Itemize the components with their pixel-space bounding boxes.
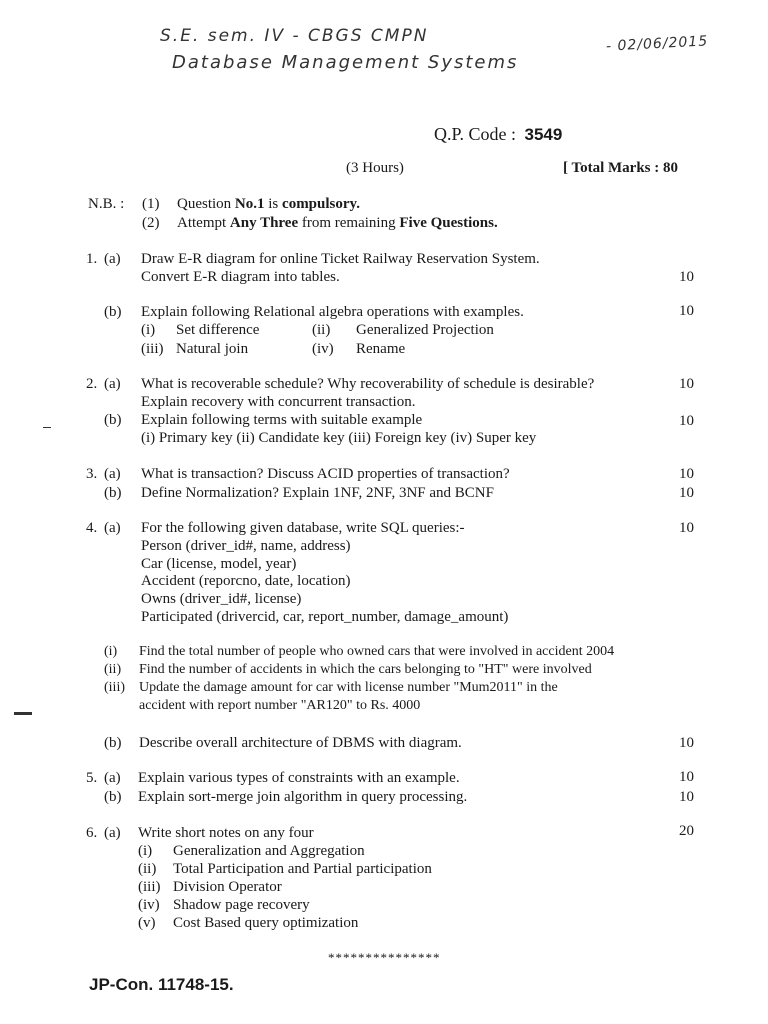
- question-text: For the following given database, write SQL queries:-: [141, 520, 465, 536]
- marks: 10: [679, 735, 694, 751]
- note-num: (i): [138, 843, 153, 859]
- sub-item-num: (iii): [141, 341, 164, 357]
- footer-code: JP-Con. 11748-15.: [89, 975, 234, 994]
- marks: 10: [679, 413, 694, 429]
- question-text: What is recoverable schedule? Why recoverability of schedule is desirable?: [141, 376, 595, 392]
- part-label: (a): [104, 825, 121, 841]
- sub-item-num: (ii): [312, 322, 331, 338]
- qp-code-value: 3549: [524, 125, 563, 144]
- nb-bold-text: compulsory.: [282, 196, 360, 212]
- marks: 10: [679, 303, 694, 319]
- marks: 10: [679, 769, 694, 785]
- question-text: Explain following terms with suitable example: [141, 412, 423, 428]
- exam-duration: (3 Hours): [346, 160, 404, 176]
- sub-item-text: Rename: [356, 341, 406, 357]
- sub-item-text: Natural join: [176, 341, 249, 357]
- nb-text: is: [264, 196, 283, 212]
- nb-item-num: (2): [142, 215, 160, 231]
- end-of-paper-stars: ***************: [328, 950, 441, 965]
- part-label: (a): [104, 376, 121, 392]
- question-text: Explain various types of constraints with an example.: [138, 770, 460, 786]
- note-text: Shadow page recovery: [173, 897, 310, 913]
- question-number: 2.: [86, 376, 98, 392]
- nb-bold-text: No.1: [234, 196, 265, 212]
- part-label: (b): [104, 485, 122, 501]
- marks: 10: [679, 376, 694, 392]
- question-text: Explain recovery with concurrent transaction.: [141, 394, 416, 410]
- note-num: (v): [138, 915, 156, 931]
- part-label: (a): [104, 520, 121, 536]
- query-text: accident with report number "AR120" to Rs. 4000: [139, 698, 421, 713]
- sub-item-text: Generalized Projection: [356, 322, 494, 338]
- part-label: (a): [104, 466, 121, 482]
- question-number: 6.: [86, 825, 98, 841]
- question-text: Write short notes on any four: [138, 825, 314, 841]
- question-number: 5.: [86, 770, 98, 786]
- schema-line: Person (driver_id#, name, address): [141, 538, 351, 554]
- nb-instruction-1: [177, 196, 360, 213]
- marks: 10: [679, 520, 694, 536]
- note-text: Total Participation and Partial participation: [173, 861, 432, 877]
- question-number: 1.: [86, 251, 98, 267]
- nb-instruction-2: [177, 215, 498, 232]
- question-text: Explain sort-merge join algorithm in query processing.: [138, 789, 468, 805]
- nb-bold-text: Five Questions.: [399, 215, 498, 231]
- note-num: (iv): [138, 897, 160, 913]
- question-text: Define Normalization? Explain 1NF, 2NF, 3NF and BCNF: [141, 485, 494, 501]
- schema-line: Participated (drivercid, car, report_number, damage_amount): [141, 609, 509, 625]
- note-num: (ii): [138, 861, 157, 877]
- question-text: Convert E-R diagram into tables.: [141, 269, 340, 285]
- marks: 10: [679, 269, 694, 285]
- scan-artifact: [14, 712, 32, 715]
- part-label: (b): [104, 304, 122, 320]
- nb-item-num: (1): [142, 196, 160, 212]
- question-text: Explain following Relational algebra operations with examples.: [141, 304, 524, 320]
- part-label: (a): [104, 251, 121, 267]
- query-text: Find the total number of people who owned cars that were involved in accident 2004: [139, 644, 615, 659]
- marks: 10: [679, 485, 694, 501]
- note-text: Cost Based query optimization: [173, 915, 359, 931]
- handwritten-course-line: S.E. sem. IV - CBGS CMPN: [160, 26, 429, 46]
- handwritten-date: - 02/06/2015: [605, 33, 709, 55]
- marks: 10: [679, 466, 694, 482]
- handwritten-subject-line: Database Management Systems: [172, 52, 519, 73]
- schema-line: Car (license, model, year): [141, 556, 297, 572]
- total-marks: [ Total Marks : 80: [563, 160, 679, 176]
- marks: 20: [679, 823, 694, 839]
- part-label: (b): [104, 735, 122, 751]
- sub-item-num: (i): [141, 322, 156, 338]
- qp-code-row: [434, 124, 562, 145]
- question-number: 4.: [86, 520, 98, 536]
- question-text: What is transaction? Discuss ACID properties of transaction?: [141, 466, 510, 482]
- question-text: Describe overall architecture of DBMS with diagram.: [139, 735, 462, 751]
- part-label: (b): [104, 412, 122, 428]
- note-text: Division Operator: [173, 879, 282, 895]
- note-text: Generalization and Aggregation: [173, 843, 365, 859]
- query-num: (i): [104, 644, 118, 659]
- nb-label: N.B. :: [88, 196, 125, 212]
- scan-artifact: [43, 427, 51, 428]
- nb-text: Question: [177, 196, 235, 212]
- query-text: Find the number of accidents in which the cars belonging to "HT" were involved: [139, 662, 592, 677]
- schema-line: Accident (reporcno, date, location): [141, 573, 351, 589]
- part-label: (a): [104, 770, 121, 786]
- nb-bold-text: Any Three: [229, 215, 299, 231]
- nb-text: from remaining: [298, 215, 400, 231]
- sub-item-text: Set difference: [176, 322, 260, 338]
- question-number: 3.: [86, 466, 98, 482]
- marks: 10: [679, 789, 694, 805]
- question-text: Draw E-R diagram for online Ticket Railway Reservation System.: [141, 251, 540, 267]
- question-text: (i) Primary key (ii) Candidate key (iii) Foreign key (iv) Super key: [141, 430, 537, 446]
- query-text: Update the damage amount for car with license number "Mum2011" in the: [139, 680, 558, 695]
- sub-item-num: (iv): [312, 341, 334, 357]
- query-num: (ii): [104, 662, 122, 677]
- part-label: (b): [104, 789, 122, 805]
- qp-code-label: Q.P. Code :: [434, 124, 517, 144]
- schema-line: Owns (driver_id#, license): [141, 591, 302, 607]
- query-num: (iii): [104, 680, 125, 695]
- nb-text: Attempt: [177, 215, 230, 231]
- note-num: (iii): [138, 879, 161, 895]
